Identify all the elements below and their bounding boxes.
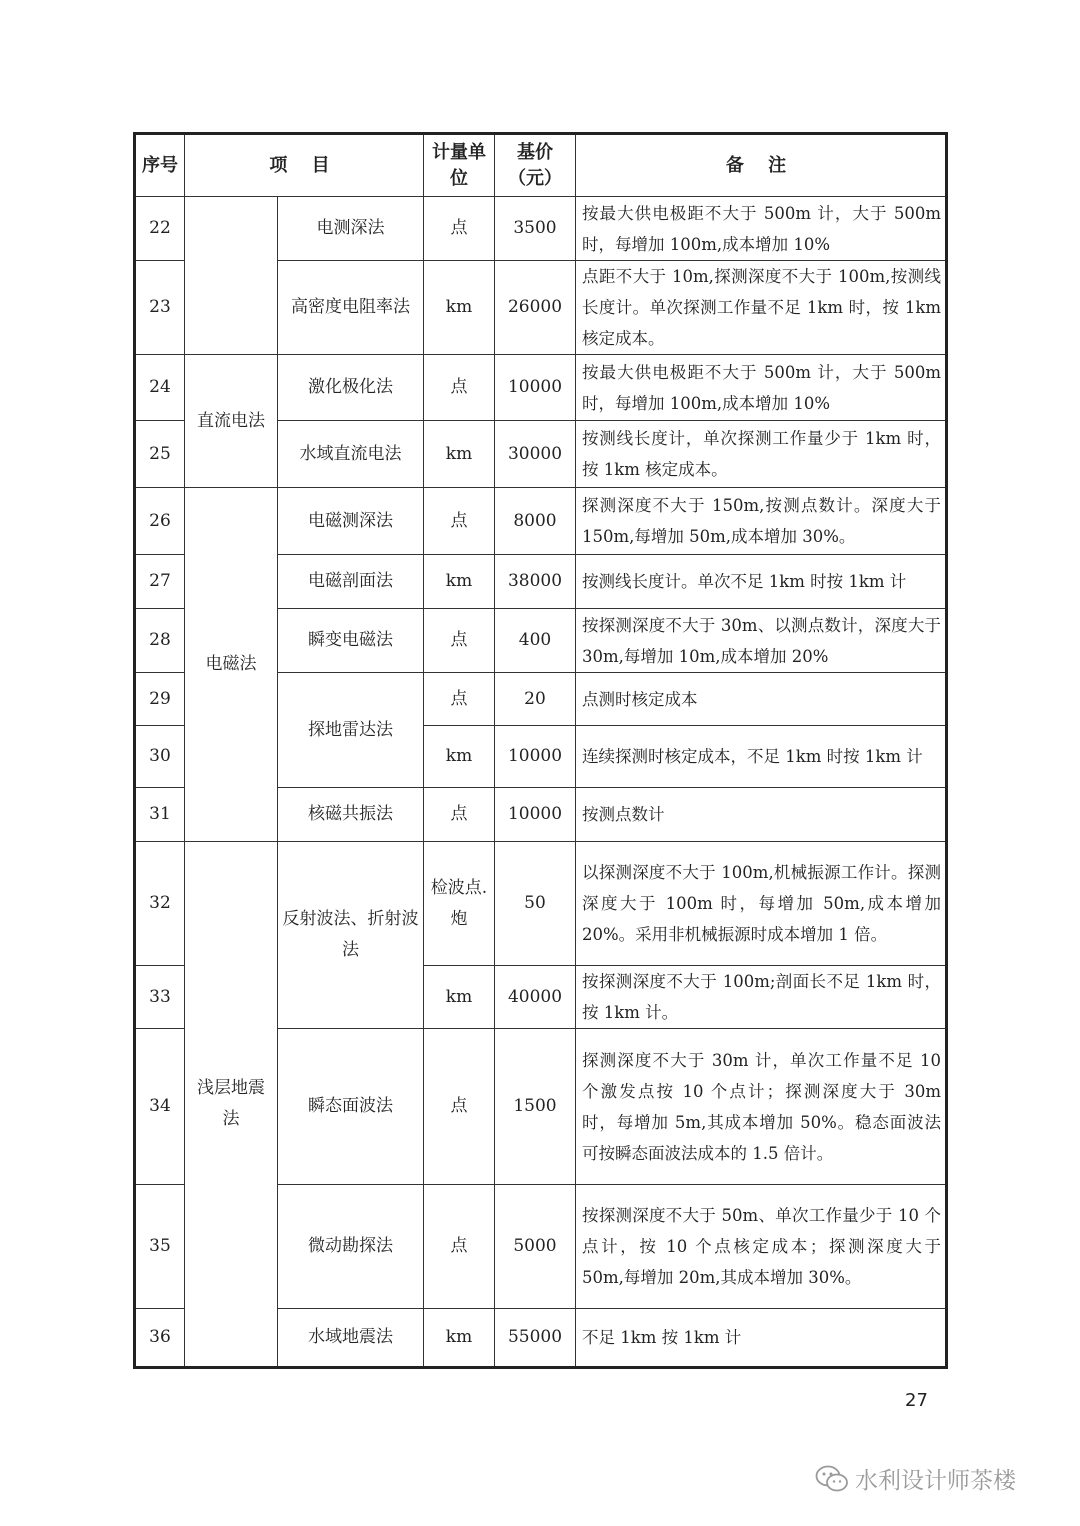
cost-table xyxy=(133,132,948,1369)
row-note: 按测点数计 xyxy=(576,788,947,842)
row-seq: 23 xyxy=(135,261,185,355)
row-unit: 点 xyxy=(424,1185,495,1309)
row-price: 38000 xyxy=(495,555,576,609)
row-note: 按最大供电极距不大于 500m 计，大于 500m 时，每增加 100m,成本增加 10% xyxy=(576,197,947,261)
row-price: 26000 xyxy=(495,261,576,355)
row-price: 3500 xyxy=(495,197,576,261)
row-price: 10000 xyxy=(495,726,576,788)
row-seq: 36 xyxy=(135,1309,185,1368)
row-seq: 32 xyxy=(135,842,185,966)
row-price: 20 xyxy=(495,673,576,726)
row-unit: 点 xyxy=(424,673,495,726)
header-note: 备 注 xyxy=(576,134,947,197)
wechat-icon xyxy=(815,1464,849,1494)
row-price: 40000 xyxy=(495,966,576,1029)
row-unit: km xyxy=(424,1309,495,1368)
row-seq: 34 xyxy=(135,1029,185,1185)
row-seq: 35 xyxy=(135,1185,185,1309)
row-method: 核磁共振法 xyxy=(278,788,424,842)
row-note: 不足 1km 按 1km 计 xyxy=(576,1309,947,1368)
group-seismic: 浅层地震法 xyxy=(185,842,278,1368)
row-seq: 30 xyxy=(135,726,185,788)
watermark-text: 水利设计师茶楼 xyxy=(855,1468,1016,1494)
row-method: 激化极化法 xyxy=(278,355,424,421)
table-row xyxy=(135,197,947,261)
row-seq: 28 xyxy=(135,609,185,673)
row-method: 水域直流电法 xyxy=(278,421,424,488)
row-seq: 24 xyxy=(135,355,185,421)
row-seq: 31 xyxy=(135,788,185,842)
row-method: 瞬态面波法 xyxy=(278,1029,424,1185)
row-method: 电磁剖面法 xyxy=(278,555,424,609)
row-seq: 33 xyxy=(135,966,185,1029)
row-note: 按测线长度计。单次不足 1km 时按 1km 计 xyxy=(576,555,947,609)
header-price: 基价（元） xyxy=(495,134,576,197)
header-seq: 序号 xyxy=(135,134,185,197)
table-row xyxy=(135,842,947,966)
page-number: 27 xyxy=(905,1390,928,1411)
row-note: 按探测深度不大于 50m、单次工作量少于 10 个点计，按 10 个点核定成本；探测深度大于 50m,每增加 20m,其成本增加 30%。 xyxy=(576,1185,947,1309)
row-method: 探地雷达法 xyxy=(278,673,424,788)
row-note: 按测线长度计，单次探测工作量少于 1km 时，按 1km 核定成本。 xyxy=(576,421,947,488)
row-method: 高密度电阻率法 xyxy=(278,261,424,355)
row-method: 电磁测深法 xyxy=(278,488,424,555)
row-unit: km xyxy=(424,966,495,1029)
row-unit: km xyxy=(424,726,495,788)
row-note: 探测深度不大于 150m,按测点数计。深度大于 150m,每增加 50m,成本增加 30%。 xyxy=(576,488,947,555)
row-note: 按探测深度不大于 100m;剖面长不足 1km 时，按 1km 计。 xyxy=(576,966,947,1029)
table-row xyxy=(135,355,947,421)
row-unit: km xyxy=(424,261,495,355)
watermark xyxy=(815,1462,1016,1495)
row-method: 水域地震法 xyxy=(278,1309,424,1368)
row-price: 30000 xyxy=(495,421,576,488)
header-row xyxy=(135,134,947,197)
row-seq: 26 xyxy=(135,488,185,555)
row-price: 8000 xyxy=(495,488,576,555)
row-note: 以探测深度不大于 100m,机械振源工作计。探测深度大于 100m 时，每增加 50m,成本增加 20%。采用非机械振源时成本增加 1 倍。 xyxy=(576,842,947,966)
row-price: 55000 xyxy=(495,1309,576,1368)
row-note: 按探测深度不大于 30m、以测点数计，深度大于 30m,每增加 10m,成本增加 20% xyxy=(576,609,947,673)
row-unit: 点 xyxy=(424,609,495,673)
row-unit: 点 xyxy=(424,788,495,842)
row-unit: 点 xyxy=(424,1029,495,1185)
row-method: 微动勘探法 xyxy=(278,1185,424,1309)
row-note: 探测深度不大于 30m 计，单次工作量不足 10 个激发点按 10 个点计；探测深度大于 30m 时，每增加 5m,其成本增加 50%。稳态面波法可按瞬态面波法成本的 1.5 倍计。 xyxy=(576,1029,947,1185)
header-item: 项 目 xyxy=(185,134,424,197)
row-seq: 27 xyxy=(135,555,185,609)
row-unit: 检波点.炮 xyxy=(424,842,495,966)
row-note: 点测时核定成本 xyxy=(576,673,947,726)
group-dc: 直流电法 xyxy=(185,355,278,488)
row-note: 按最大供电极距不大于 500m 计，大于 500m 时，每增加 100m,成本增加 10% xyxy=(576,355,947,421)
row-price: 400 xyxy=(495,609,576,673)
row-price: 1500 xyxy=(495,1029,576,1185)
header-unit: 计量单位 xyxy=(424,134,495,197)
row-method: 瞬变电磁法 xyxy=(278,609,424,673)
row-seq: 22 xyxy=(135,197,185,261)
row-unit: 点 xyxy=(424,488,495,555)
row-unit: 点 xyxy=(424,355,495,421)
group-em: 电磁法 xyxy=(185,488,278,842)
row-unit: 点 xyxy=(424,197,495,261)
row-seq: 29 xyxy=(135,673,185,726)
row-price: 10000 xyxy=(495,788,576,842)
row-price: 50 xyxy=(495,842,576,966)
row-note: 连续探测时核定成本，不足 1km 时按 1km 计 xyxy=(576,726,947,788)
row-note: 点距不大于 10m,探测深度不大于 100m,按测线长度计。单次探测工作量不足 1km 时，按 1km 核定成本。 xyxy=(576,261,947,355)
row-unit: km xyxy=(424,421,495,488)
row-price: 10000 xyxy=(495,355,576,421)
row-price: 5000 xyxy=(495,1185,576,1309)
table-row xyxy=(135,488,947,555)
row-unit: km xyxy=(424,555,495,609)
row-method: 反射波法、折射波法 xyxy=(278,842,424,1029)
row-seq: 25 xyxy=(135,421,185,488)
row-method: 电测深法 xyxy=(278,197,424,261)
group-empty xyxy=(185,197,278,355)
